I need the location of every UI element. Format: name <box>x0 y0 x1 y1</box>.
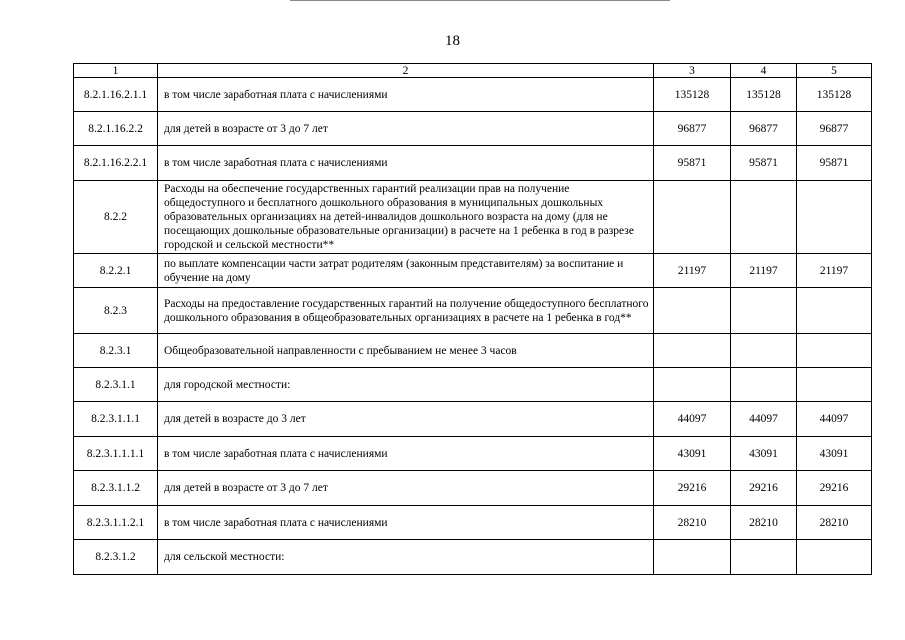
value-col4: 29216 <box>731 471 797 506</box>
row-code: 8.2.3.1.1 <box>74 368 158 402</box>
value-col5: 96877 <box>797 112 872 146</box>
value-col4: 43091 <box>731 437 797 471</box>
table-row <box>74 112 872 146</box>
value-col4: 21197 <box>731 254 797 288</box>
value-col4 <box>731 181 797 254</box>
value-col3: 21197 <box>654 254 731 288</box>
row-description: по выплате компенсации части затрат родителям (законным представителям) за воспитание и обучение на дому <box>158 254 654 288</box>
row-code: 8.2.1.16.2.1.1 <box>74 78 158 112</box>
value-col4: 44097 <box>731 402 797 437</box>
row-code: 8.2.1.16.2.2 <box>74 112 158 146</box>
value-col3: 28210 <box>654 506 731 540</box>
value-col5: 135128 <box>797 78 872 112</box>
value-col5 <box>797 181 872 254</box>
table-row <box>74 334 872 368</box>
value-col4: 95871 <box>731 146 797 181</box>
row-description: Расходы на обеспечение государственных гарантий реализации прав на получение общедоступного и бесплатного дошкольного образования в муниципальных дошкольных образовательных организациях на детей-инвалидов дошкольного возраста на дому (для не посещающих дошкольные образовательные организации) в расчете на 1 ребенка в год в разрезе городской и сельской местности** <box>158 181 654 254</box>
value-col3 <box>654 288 731 334</box>
row-description: для сельской местности: <box>158 540 654 575</box>
value-col4 <box>731 334 797 368</box>
table-row <box>74 437 872 471</box>
row-code: 8.2.3.1.1.2 <box>74 471 158 506</box>
row-code: 8.2.2.1 <box>74 254 158 288</box>
header-cell: 5 <box>797 64 872 78</box>
page-number: 18 <box>445 33 460 49</box>
value-col4: 28210 <box>731 506 797 540</box>
table-row <box>74 540 872 575</box>
value-col3: 44097 <box>654 402 731 437</box>
value-col4 <box>731 368 797 402</box>
table-row <box>74 471 872 506</box>
value-col3 <box>654 540 731 575</box>
table-header-row <box>74 64 872 78</box>
header-cell: 4 <box>731 64 797 78</box>
value-col5: 28210 <box>797 506 872 540</box>
value-col3: 135128 <box>654 78 731 112</box>
table-row <box>74 368 872 402</box>
value-col3: 95871 <box>654 146 731 181</box>
value-col4 <box>731 288 797 334</box>
value-col5 <box>797 288 872 334</box>
table-row <box>74 254 872 288</box>
row-description: в том числе заработная плата с начислениями <box>158 506 654 540</box>
table-body <box>74 64 872 575</box>
header-cell: 2 <box>158 64 654 78</box>
table-row <box>74 288 872 334</box>
row-code: 8.2.3.1.1.1.1 <box>74 437 158 471</box>
row-description: в том числе заработная плата с начислениями <box>158 437 654 471</box>
scan-edge-line <box>290 0 670 1</box>
header-cell: 1 <box>74 64 158 78</box>
row-code: 8.2.3.1.2 <box>74 540 158 575</box>
header-cell: 3 <box>654 64 731 78</box>
value-col5: 29216 <box>797 471 872 506</box>
row-description: Расходы на предоставление государственных гарантий на получение общедоступного бесплатного дошкольного образования в общеобразовательных организациях в расчете на 1 ребенка в год** <box>158 288 654 334</box>
row-code: 8.2.3 <box>74 288 158 334</box>
value-col3: 29216 <box>654 471 731 506</box>
value-col5: 95871 <box>797 146 872 181</box>
value-col4: 96877 <box>731 112 797 146</box>
value-col3 <box>654 334 731 368</box>
row-description: Общеобразовательной направленности с пребыванием не менее 3 часов <box>158 334 654 368</box>
value-col4: 135128 <box>731 78 797 112</box>
value-col5: 44097 <box>797 402 872 437</box>
value-col3 <box>654 181 731 254</box>
table-row <box>74 78 872 112</box>
row-code: 8.2.1.16.2.2.1 <box>74 146 158 181</box>
row-description: для детей в возрасте от 3 до 7 лет <box>158 471 654 506</box>
value-col3 <box>654 368 731 402</box>
row-description: для детей в возрасте от 3 до 7 лет <box>158 112 654 146</box>
table-row <box>74 402 872 437</box>
row-description: для городской местности: <box>158 368 654 402</box>
row-code: 8.2.3.1 <box>74 334 158 368</box>
table-row <box>74 506 872 540</box>
row-code: 8.2.3.1.1.1 <box>74 402 158 437</box>
value-col3: 96877 <box>654 112 731 146</box>
table-row <box>74 181 872 254</box>
value-col5: 21197 <box>797 254 872 288</box>
value-col3: 43091 <box>654 437 731 471</box>
row-code: 8.2.2 <box>74 181 158 254</box>
row-description: в том числе заработная плата с начислениями <box>158 146 654 181</box>
table-row <box>74 146 872 181</box>
value-col5 <box>797 368 872 402</box>
value-col5: 43091 <box>797 437 872 471</box>
row-description: для детей в возрасте до 3 лет <box>158 402 654 437</box>
row-description: в том числе заработная плата с начислениями <box>158 78 654 112</box>
budget-table <box>73 63 872 575</box>
value-col5 <box>797 334 872 368</box>
row-code: 8.2.3.1.1.2.1 <box>74 506 158 540</box>
value-col5 <box>797 540 872 575</box>
value-col4 <box>731 540 797 575</box>
